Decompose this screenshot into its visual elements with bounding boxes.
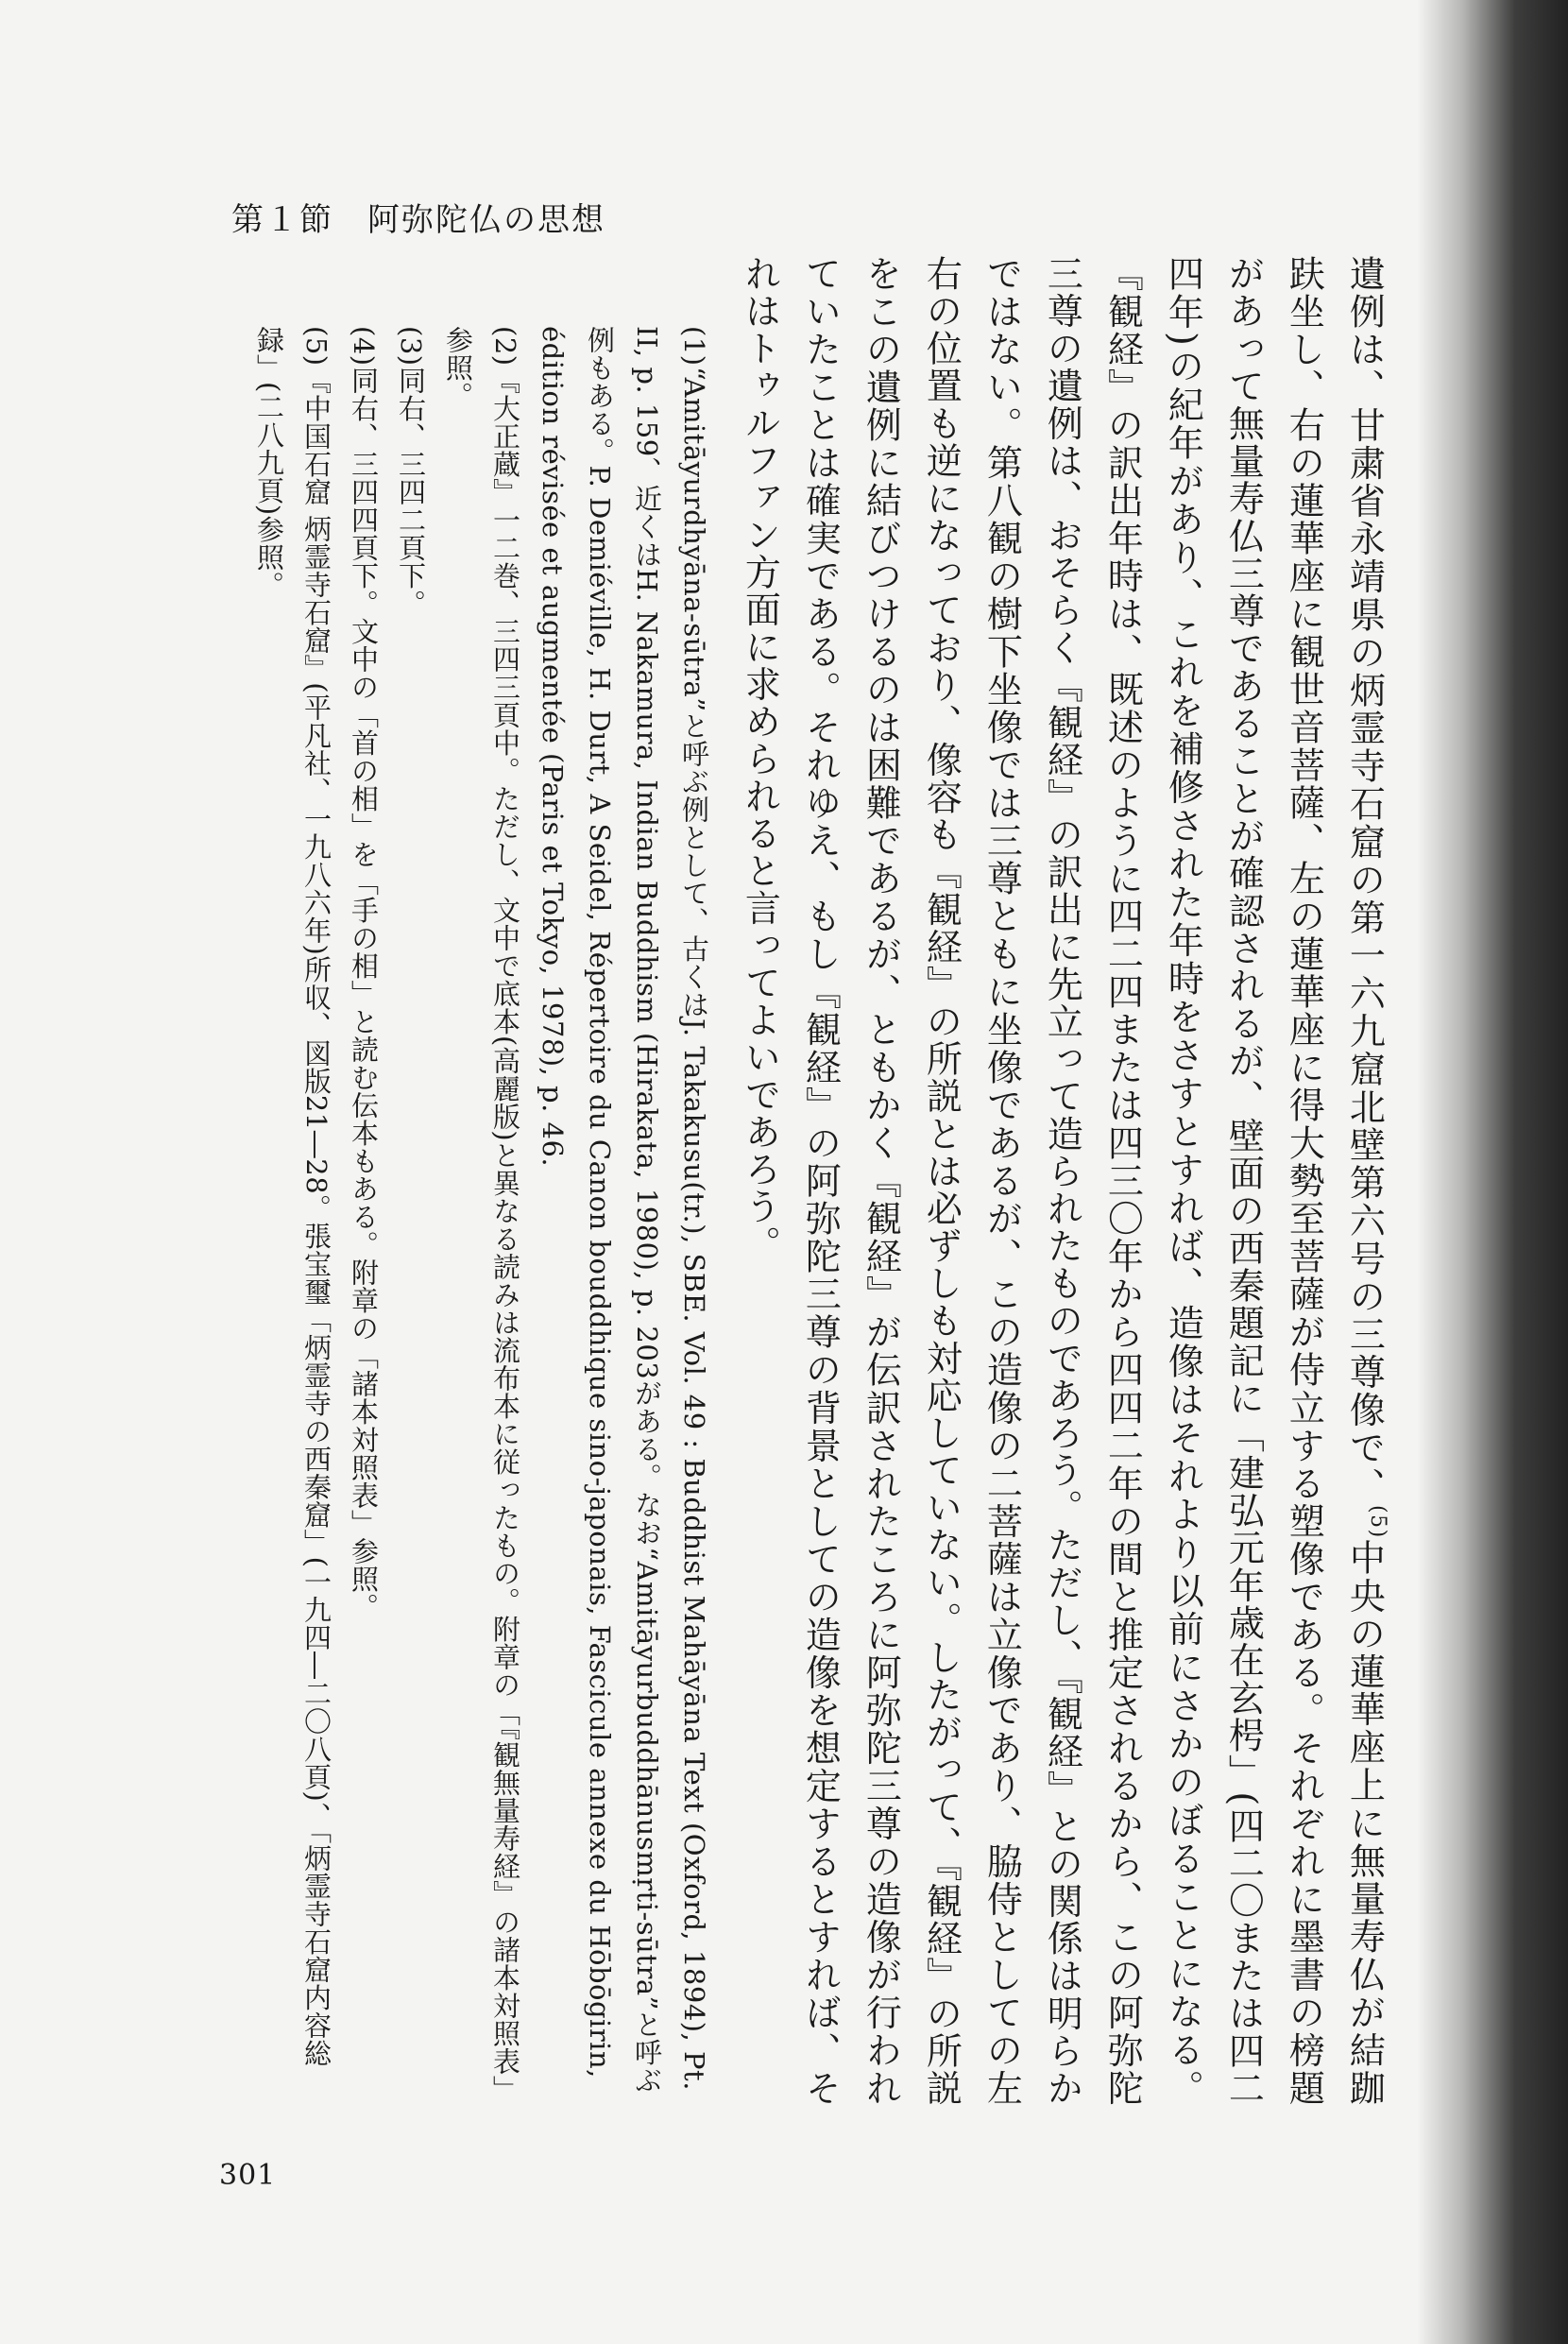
footnote — [435, 326, 529, 2102]
footnote-number: (2) — [489, 326, 521, 367]
footnote — [529, 326, 718, 2102]
section-number: 第１節 — [231, 201, 333, 239]
footnote — [387, 326, 435, 2102]
footnote-text: 『大正蔵』一二巻、三四三頁中。ただし、文中で底本(高麗版)と異なる読みは流布本に従ったもの。附章の「『観無量寿経』の諸本対照表」参照。 — [442, 326, 521, 2090]
footnotes — [246, 326, 718, 2102]
footnote-text: 同右、三四二頁下。 — [395, 366, 427, 618]
footnote-number: (1) — [678, 326, 710, 367]
footnote — [340, 326, 387, 2102]
footnote-text: 同右、三四四頁下。文中の「首の相」を「手の相」と読む伝本もある。附章の「諸本対照表」参照。 — [348, 366, 380, 1621]
running-head — [231, 194, 605, 240]
body-paragraph — [729, 255, 1407, 2107]
footnote-text: 『中国石窟 炳霊寺石窟』(平凡社、一九八六年)所収、図版21―28。張宝璽「炳霊寺の西秦窟」(一九四―二〇八頁)、「炳霊寺石窟内容総録」(二八九頁)参照。 — [253, 326, 332, 2067]
body-text-part2: 中央の蓮華座上に無量寿仏が結跏趺坐し、右の蓮華座に観世音菩薩、左の蓮華座に得大勢至菩薩が侍立する塑像である。それぞれに墨書の榜題があって無量寿仏三尊であることが確認されるが、壁面の西秦題記に「建弘元年歳在玄枵」(四二〇または四二四年)の紀年があり、これを補修された年時をさすとすれば、造像はそれより以前にさかのぼることになる。『観経』の訳出年時は、既述のように四二四または四三〇年から四四二年の間と推定されるから、この阿弥陀三尊の遺例は、おそらく『観経』の訳出に先立って造られたものであろう。ただし、『観経』との関係は明らかではない。第八観の樹下坐像では三尊ともに坐像であるが、この造像の二菩薩は立像であり、脇侍としての左右の位置も逆になっており、像容も『観経』の所説とは必ずしも対応していない。したがって、『観経』の所説をこの遺例に結びつけるのは困難であるが、ともかく『観経』が伝訳されたころに阿弥陀三尊の造像が行われていたことは確実である。それゆえ、もし『観経』の阿弥陀三尊の背景としての造像を想定するとすれば、それはトゥルファン方面に求められると言ってよいであろう。 — [739, 255, 1386, 2108]
body-text-part1: 遺例は、甘粛省永靖県の炳霊寺石窟の第一六九窟北壁第六号の三尊像で、 — [1343, 255, 1386, 1505]
footnote-number: (3) — [395, 326, 427, 367]
footnote-number: (5) — [300, 326, 332, 367]
footnote-number: (4) — [348, 326, 380, 367]
footnote-reference: (5) — [1366, 1504, 1389, 1539]
body-text — [729, 255, 1407, 2107]
page-number: 301 — [219, 2159, 277, 2192]
binding-shadow — [1417, 0, 1568, 2344]
section-title: 阿弥陀仏の思想 — [367, 201, 605, 239]
footnote-text: “Amitāyurdhyāna-sūtra”と呼ぶ例として、古くはJ. Takakusu(tr.), SBE. Vol. 49 : Buddhist Mahāyāna Text (Oxford, 1894), Pt. II, p. 159、近くはH. Nakamura, Indian Buddhism (Hirakata, 1980), p. 203がある。なお“Amitāyurbuddhānusmṛti-sūtra”と呼ぶ例もある。P. Demiéville, H. Durt, A Seidel, Répertoire du Canon bouddhique sino-japonais, Fascicule annexe du Hōbōgirin, édition révisée et augmentée (Paris et Tokyo, 1978), p. 46. — [537, 326, 710, 2095]
footnote — [246, 326, 340, 2102]
